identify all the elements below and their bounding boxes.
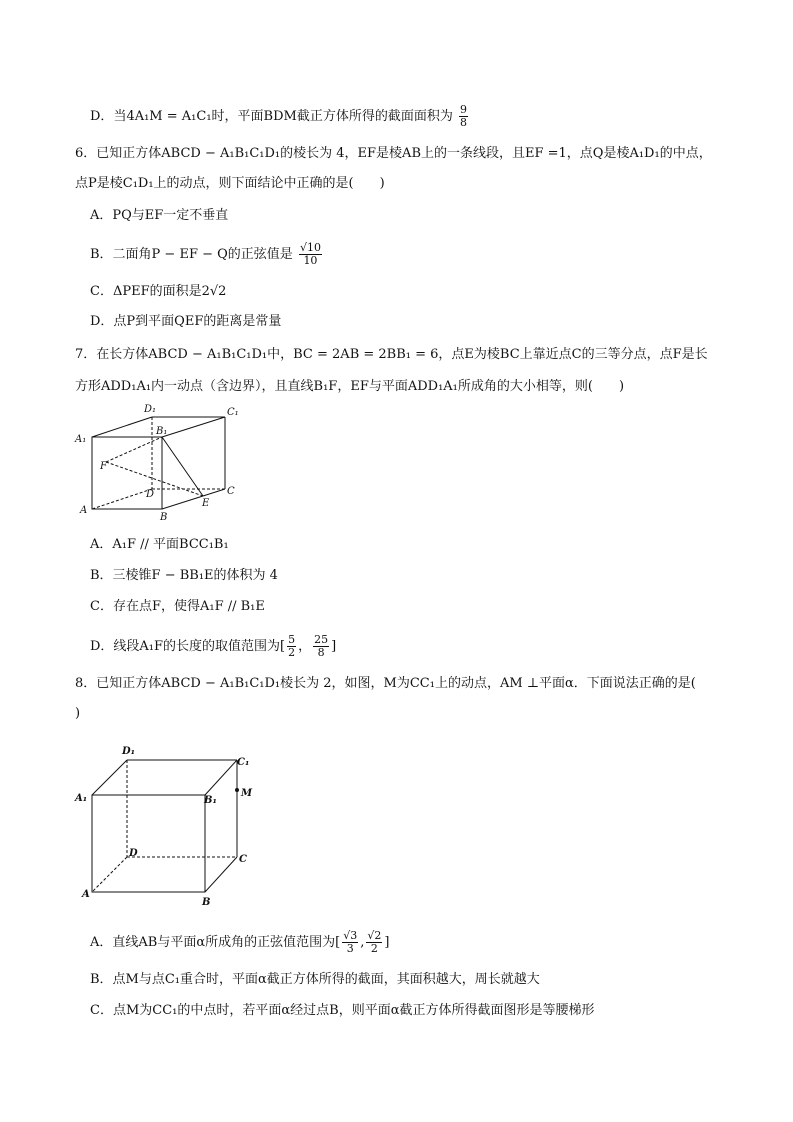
q7-option-d: D．线段A₁F的长度的取值范围为[ $\frac{5}{2}$ ， $\frac{25}{8}$ ]: [90, 633, 337, 659]
label-c: C: [239, 854, 247, 865]
q7-stem-line1: 7．在长方体ABCD − A₁B₁C₁D₁中，BC = 2AB = 2BB₁ = 6，点E为棱BC上靠近点C的三等分点，点F是长: [75, 347, 708, 362]
q6-option-b: B．二面角P − EF − Q的正弦值是 $\frac{√10}{10}$: [90, 241, 321, 267]
q5-option-d-text: D．: [90, 109, 114, 124]
fraction: $\frac{25}{8}$: [314, 633, 329, 659]
q6-stem-line1: 6．已知正方体ABCD − A₁B₁C₁D₁的棱长为 4，EF是棱AB上的一条线段，且EF =1，点Q是棱A₁D₁的中点，: [75, 146, 712, 161]
label-c: C: [227, 486, 235, 497]
label-m: M: [241, 788, 253, 799]
label-a1: A₁: [75, 793, 88, 804]
label-b: B: [202, 897, 211, 908]
label-a1: A₁: [75, 434, 87, 445]
label-d: D: [129, 848, 138, 859]
fraction: $\frac{√3}{3}$: [343, 929, 358, 955]
fraction: $\frac{5}{2}$: [288, 633, 296, 659]
label-c1: C₁: [227, 407, 239, 418]
label-f: F: [100, 461, 107, 472]
label-a: A: [80, 505, 88, 516]
q8-stem-line1: 8．已知正方体ABCD − A₁B₁C₁D₁棱长为 2，如图，M为CC₁上的动点，AM ⊥平面α．下面说法正确的是(: [75, 676, 696, 691]
q7-option-b: B．三棱锥F − BB₁E的体积为 4: [90, 568, 278, 583]
label-d1: D₁: [144, 404, 157, 415]
label-b1: B₁: [204, 795, 217, 806]
q7-cuboid-figure: [70, 402, 250, 524]
q7-stem-line2: 方形ADD₁A₁内一动点（含边界），且直线B₁F，EF与平面ADD₁A₁所成角的大小相等，则( ): [75, 379, 625, 394]
q6-option-c: C．ΔPEF的面积是2√2: [90, 284, 227, 299]
q7-option-c: C．存在点F，使得A₁F // B₁E: [90, 599, 265, 614]
label-a: A: [82, 889, 90, 900]
q8-option-c: C．点M为CC₁的中点时，若平面α经过点B，则平面α截正方体所得截面图形是等腰梯形: [90, 1003, 595, 1018]
fraction: $\frac{9}{8}$: [459, 103, 467, 129]
fraction: $\frac{√10}{10}$: [299, 241, 321, 267]
label-c1: C₁: [237, 757, 250, 768]
q6-option-d: D．点P到平面QEF的距离是常量: [90, 314, 282, 329]
q6-option-a: A．PQ与EF一定不垂直: [90, 208, 229, 223]
q8-option-a: A．直线AB与平面α所成角的正弦值范围为[ $\frac{√3}{3}$ , $\frac{√2}{2}$ ]: [90, 929, 390, 955]
label-d: D: [146, 489, 155, 500]
q5-option-d: D．当4A₁M = A₁C₁时，平面BDM截正方体所得的截面面积为 $\frac{9}{8}$: [90, 103, 467, 129]
q6-stem-line2: 点P是棱C₁D₁上的动点，则下面结论中正确的是( ): [75, 176, 385, 191]
label-e: E: [202, 498, 210, 509]
q8-stem-line2: ): [75, 706, 81, 721]
label-d1: D₁: [122, 746, 136, 757]
label-b1: B₁: [156, 426, 168, 437]
q8-option-b: B．点M与点C₁重合时，平面α截正方体所得的截面，其面积越大，周长就越大: [90, 972, 540, 987]
q7-option-a: A．A₁F // 平面BCC₁B₁: [90, 537, 229, 552]
q8-cube-figure: [70, 740, 260, 908]
fraction: $\frac{√2}{2}$: [367, 929, 382, 955]
label-b: B: [160, 512, 168, 523]
